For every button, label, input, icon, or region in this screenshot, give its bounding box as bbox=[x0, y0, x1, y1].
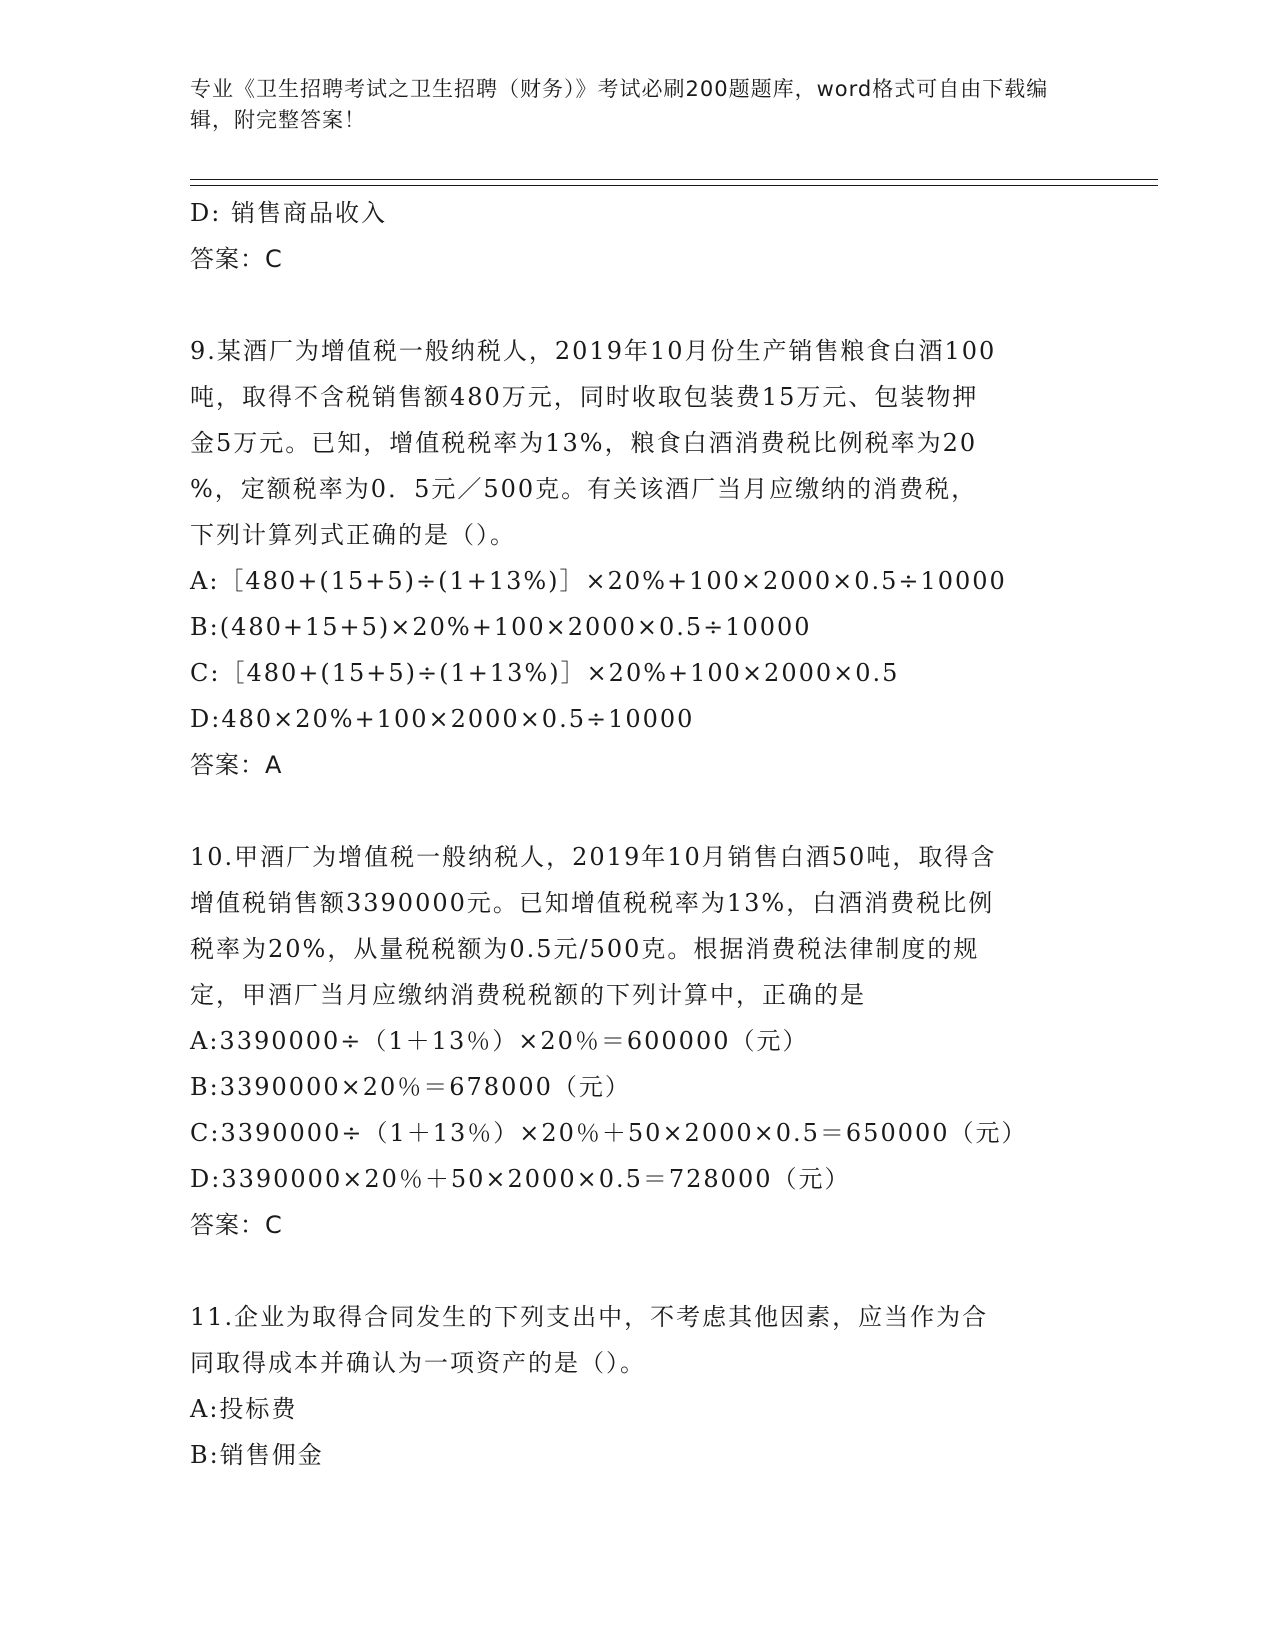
question-11-text-line: 同取得成本并确认为一项资产的是（）。 bbox=[190, 1349, 646, 1377]
page-header: 专业《卫生招聘考试之卫生招聘（财务）》考试必刷200题题库，word格式可自由下载编辑，附完整答案！ bbox=[190, 77, 1049, 132]
question-9-option-b: B:(480+15+5)×20%+100×2000×0.5÷10000 bbox=[190, 613, 812, 641]
question-9-option-c: C:［480+(15+5)÷(1+13%)］×20%+100×2000×0.5 bbox=[190, 659, 900, 687]
question-9-text-line: 下列计算列式正确的是（）。 bbox=[190, 521, 516, 549]
spacer bbox=[190, 788, 1090, 834]
document-body bbox=[190, 190, 1090, 1478]
question-10-text-line: 10.甲酒厂为增值税一般纳税人，2019年10月销售白酒50吨，取得含 bbox=[190, 843, 997, 871]
question-11-option-b: B:销售佣金 bbox=[190, 1441, 324, 1469]
question-9-text-line: 金5万元。已知，增值税税率为13%，粮食白酒消费税比例税率为20 bbox=[190, 429, 978, 457]
question-9-option-d: D:480×20%+100×2000×0.5÷10000 bbox=[190, 705, 695, 733]
question-9 bbox=[190, 328, 1090, 788]
spacer bbox=[190, 282, 1090, 328]
question-10-text-line: 定，甲酒厂当月应缴纳消费税税额的下列计算中，正确的是 bbox=[190, 981, 866, 1009]
question-9-text-line: %，定额税率为0．5元／500克。有关该酒厂当月应缴纳的消费税， bbox=[190, 475, 978, 503]
question-10-option-b: B:3390000×20％＝678000（元） bbox=[190, 1073, 631, 1101]
question-10 bbox=[190, 834, 1090, 1248]
question-11-option-a: A:投标费 bbox=[190, 1395, 298, 1423]
question-9-text-line: 吨，取得不含税销售额480万元，同时收取包装费15万元、包装物押 bbox=[190, 383, 979, 411]
question-10-option-c: C:3390000÷（1＋13％）×20％＋50×2000×0.5＝650000（元） bbox=[190, 1119, 1028, 1147]
question-10-option-a: A:3390000÷（1＋13％）×20％＝600000（元） bbox=[190, 1027, 809, 1055]
question-9-text-line: 9.某酒厂为增值税一般纳税人，2019年10月份生产销售粮食白酒100 bbox=[190, 337, 997, 365]
prev-question-answer: 答案：C bbox=[190, 245, 283, 273]
header-divider bbox=[190, 179, 1158, 186]
question-9-option-a: A:［480+(15+5)÷(1+13%)］×20%+100×2000×0.5÷10000 bbox=[190, 567, 1007, 595]
question-10-text-line: 增值税销售额3390000元。已知增值税税率为13%，白酒消费税比例 bbox=[190, 889, 995, 917]
question-10-text-line: 税率为20%，从量税税额为0.5元/500克。根据消费税法律制度的规 bbox=[190, 935, 980, 963]
question-10-answer: 答案：C bbox=[190, 1211, 283, 1239]
question-11 bbox=[190, 1294, 1090, 1478]
question-10-option-d: D:3390000×20％＋50×2000×0.5＝728000（元） bbox=[190, 1165, 851, 1193]
spacer bbox=[190, 1248, 1090, 1294]
prev-question-option-d: D: 销售商品收入 bbox=[190, 199, 387, 227]
question-9-answer: 答案：A bbox=[190, 751, 283, 779]
question-11-text-line: 11.企业为取得合同发生的下列支出中，不考虑其他因素，应当作为合 bbox=[190, 1303, 989, 1331]
